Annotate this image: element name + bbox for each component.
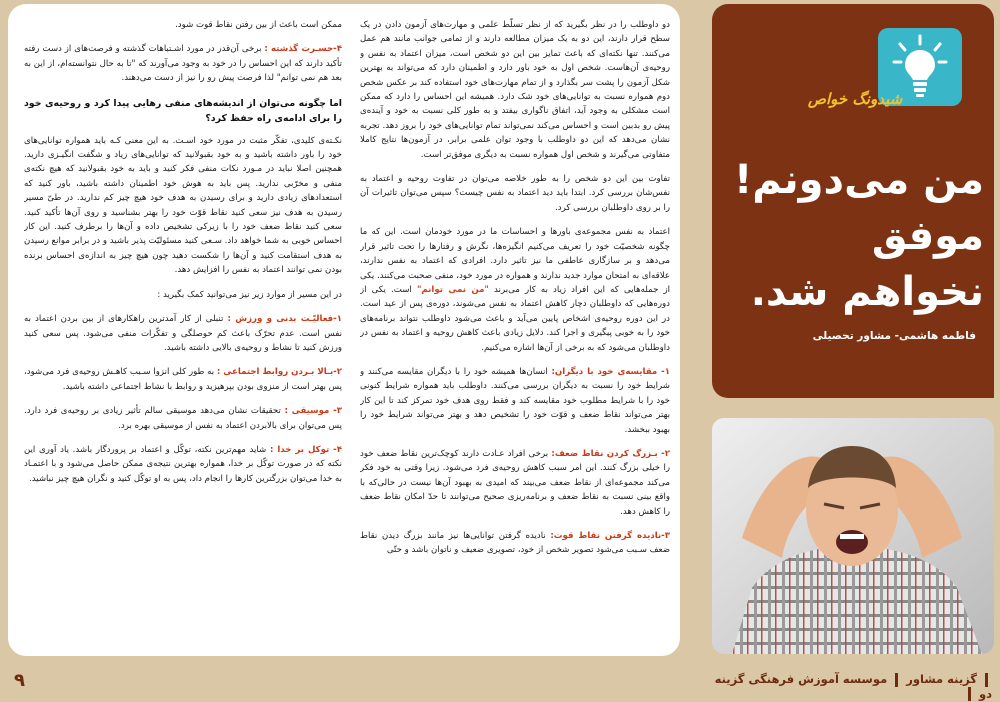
page-number: ۹ [14, 670, 25, 691]
section-heading: اما چگونه می‌توان از اندیشه‌های منفی رهایی پیدا کرد و روحیه‌ی خود را برای ادامه‌ی راه حفظ کرد؟ [24, 97, 342, 124]
list-item: ۴-حسـرت گذشته : برخی آن‌قدر در مورد اشـتباهات گذشته و فرصت‌های از دست رفته تأکید دارند که این احساس را در خود به وجود می‌آورند که "تا به حال نتوانسته‌ام، از این به بعد هم نمی توانم" لذا فرصت پیش رو را نیز از دست می‌دهند. [24, 44, 342, 84]
list-item: ۱- مقایسه‌ی خود با دیگران: انسان‌ها همیشه خود را با دیگران مقایسه می‌کنند و شرایط خود را نسبت به دیگران بررسی می‌کنند. داوطلب باید همواره شرایط کنونی خود را با شرایط مطلوب خود مقایسه کند و فقط روی هدف خود تمرکز کند تا این کار بهتر می‌تواند نقاط ضعف و قوّت خود را تشخیص دهد و بهتر می‌تواند شرایط خود را بهبود ببخشد. [360, 366, 670, 435]
list-item: ۳-نادیده گرفتن نقاط قوت: نادیده گرفتن توانایی‌ها نیز مانند بزرگ دیدن نقاط ضعف سـبب می‌شود تصویر شخص از خود، تصویری ضعیف و ناتوان باشد و حتّی [360, 531, 670, 556]
article-page [8, 4, 680, 656]
stressed-man-photo [712, 418, 994, 654]
list-item: ۴- توکل بر خدا : شاید مهم‌ترین نکته، توکّل و اعتماد بر پروردگار باشد. یاد آوری این نکته که در صورت توکّل بر خدا، همواره بهترین نتیجه‌ی ممکن حاصل می‌شود و با اعتمـاد به خدا می‌توان بزرگترین کارها را انجام داد، پس به او توکّل کنید و نگران هیچ چیز نباشید. [24, 444, 342, 484]
paragraph: دو داوطلب را در نظر بگیرید که از نظر تسلّط علمی و مهارت‌های آزمون دادن در یک سطح قرار دارند، این دو به یک میزان مطالعه دارند و از تمامی جوانب مانند هم عمل می‌کنند. تنها نکته‌ای که باعث تمایز بین این دو شخص است، میزان اعتماد به نفس و روحیه‌ی آن‌هاست. شخص اول به خود باور دارد و اطمینان دارد که می‌تواند به بهترین شکل آزمون را پشت سر بگذارد و از تمام مهارت‌های خود استفاده کند بر عکس شخص دوم همواره نسبت به توانایی‌های خود شک دارد. همیشه این احساس را دارد که ممکن است مشکلی به وجود آید، اتفاق ناگواری بیفتد و به طور کلی نسبت به خود و آینده‌ی پیش رو بدبین است و احساس می‌کند نمی‌تواند تمام توانایی‌های خود را بروز دهد. تجربه نشان می‌دهد که این دو داوطلب با وجود توان علمی برابر، در آزمون‌ها نتایج کاملا متفاوتی می‌گیرند و شخص اول همواره نسبت به دیگری موفق‌تر است. [360, 20, 670, 160]
list-item: ۱-فعالیّـت بدنی و ورزش : تنبلی از کار آمدترین راهکارهای از بین بردن اعتماد به نفس است. عدم تحرّک باعث کم حوصلگی و تفکّرات منفی می‌شود. پس سعی کنید ورزش کنید تا نشاط و روحیه‌ی بالایی داشته باشید. [24, 314, 342, 353]
quote-highlight: "من نمی توانم" [416, 284, 489, 295]
author-byline: فاطمه هاشمی- مشاور تحصیلی [812, 330, 976, 342]
footer-brand-right: موسسه آموزش فرهنگی گزینه دو [714, 672, 992, 701]
paragraph: در این مسیر از موارد زیر نیز می‌توانید کمک بگیرید : [157, 289, 342, 300]
paragraph: تفاوت بین این دو شخص را به طور خلاصه می‌توان در تفاوت روحیه و اعتماد به نفس‌شان بررسی کرد. ابتدا باید دید اعتماد به نفس چیست؟ سپس می‌توان تاثیرات آن را بر روی داوطلبان بررسی کرد. [360, 174, 670, 213]
footer-brand-left: گزینه مشاور [906, 672, 977, 686]
paragraph: ممکن است باعث از بین رفتن نقاط قوت شود. [175, 20, 342, 30]
footer-brand [706, 672, 992, 701]
list-item: ۲- بـزرگ کردن نقاط ضعف: برخی افراد عـادت دارند کوچک‌ترین نقاط ضعف خود را خیلی بزرگ کنند. این امر سبب کاهش روحیه‌ی فرد می‌شود. زیرا وقتی به خود فکر می‌کند مجموعه‌ای از نقاط ضعف می‌بیند که امیدی به بهبود آن‌ها نیست در حالی‌که با واقع بینی نسبت به نقاط ضعف و برنامه‌ریزی صحیح می‌توانند تا حدّ امکان نقاط ضعف را کاهش دهد. [360, 448, 670, 517]
list-item: ۲-بـالا بـردن روابط اجتماعی : به طور کلی انزوا سـبب کاهـش روحیه‌ی فرد می‌شود، پس بهتر است از منزوی بودن بپرهیزید و روابط با نشاط اجتماعی داشته باشید. [24, 367, 342, 392]
article-column-right [360, 18, 670, 648]
section-brand: شیدونگ خواص [807, 90, 903, 108]
article-column-left [24, 18, 342, 638]
paragraph: اعتماد به نفس مجموعه‌ی باورها و احساسات ما در مورد خودمان است. این که ما چگونه شخصیّت خود را تعریف می‌کنیم انگیزه‌ها، نگرش و رفتارها را تحت تاثیر قرار می‌دهد و بر سازگاری عاطفی ما نیز تاثیر دارد. افرادی که اعتماد به نفس ندارند، علاقه‌ای به امتحان موارد جدید ندارند و همواره در مورد خود، منفی صحبت می‌کنند. یکی از جمله‌هایی که این افراد زیاد به کار می‌برند "من نمی توانم" است. یکی از دوره‌هایی که داوطلبان دچار کاهش اعتماد به نفس می‌شوند، دوره‌ی پس از عید است. در این دوره روحیه‌ی اشخاص پایین می‌آید و باعث می‌شود داوطلب نتواند برنامه‌های خود را به خوبی پیگیری و اجرا کند. دلایل زیادی باعث کاهش روحیه و اعتماد به نفس در داوطلبان می‌شود که به برخی از آن‌ها اشاره می‌کنیم. [360, 227, 670, 353]
paragraph: نکـته‌ی کلیدی، تفکّر مثبت در مورد خود اسـت. به این معنی کـه باید همواره توانایی‌های خود را باور داشته باشید و به خود بقبولانید که توانایی‌های زیاد و شگفت انگیـزی دارید. همچنین اصلا نباید در مـورد نکات منفی فکر کنید و باید به خود بقبولانید که هیچ نکته‌ی منفی و مخرّبی ندارید. پس باید به هوش خود اطمینان داشته باشید، باور کنید که استعدادهای زیادی دارید و برای رسیدن به هدف خود هیچ چیز کم ندارید. در طیّ مسیر رسیدن به هدف نیز سعی کنید نقاط قوّت خود را بهتر بشناسید و روی آن‌ها تأکید کنید. سعی کنید نقاط ضعف خود را با زیرکی تشخیص داده و آن‌ها را برطرف کنید. این کار احساس خوبی به شما خواهد داد. سـعی کنید مسئولیّت پذیر باشید و در برابر موانع رسیدن به هدف استقامت کنید و آن‌ها را شکست دهید چون هیچ چیز به اندازه‌ی احساس برنده بودن نمی توانند اعتماد به نفس را افزایش دهد. [24, 135, 342, 276]
article-title: من می‌دونم! موفق نخواهم شد. [734, 157, 984, 315]
list-item: ۳- موسیقی : تحقیقات نشان می‌دهد موسیقی سالم تأثیر زیادی بر روحیه‌ی فرد دارد. پس می‌توان برای بالابردن اعتماد به نفس از موسیقی بهره برد. [24, 406, 342, 431]
